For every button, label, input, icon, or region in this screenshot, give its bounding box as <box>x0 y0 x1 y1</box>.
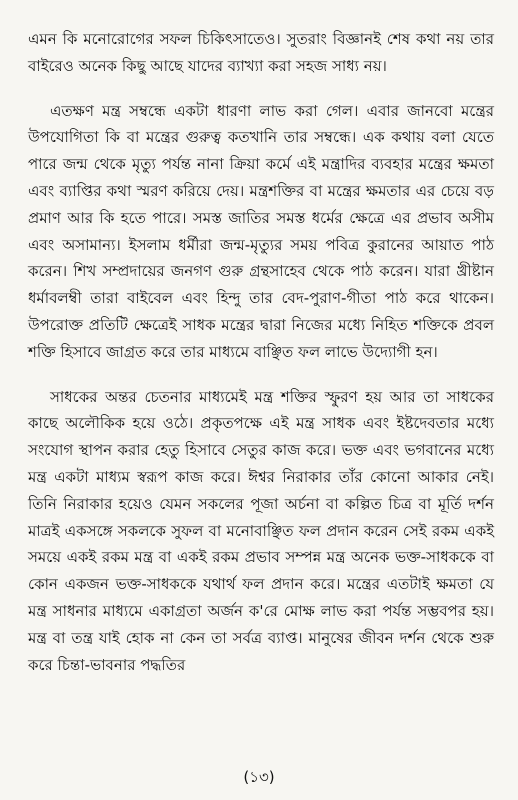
page-number: (১৩) <box>243 768 275 786</box>
paragraph-1: এমন কি মনোরোগের সফল চিকিৎসাতেও। সুতরাং বিজ্ঞানই শেষ কথা নয় তার বাইরেও অনেক কিছু আছে যাদের ব্যাখ্যা করা সহজ সাধ্য নয়। <box>28 30 494 75</box>
paragraph-3: সাধকের অন্তর চেতনার মাধ্যমেই মন্ত্র শক্তির স্ফুরণ হয় আর তা সাধকের কাছে অলৌকিক হয়ে ওঠে। প্রকৃতপক্ষে এই মন্ত্র সাধক এবং ইষ্টদেবতার মধ্যে সংযোগ স্থাপন করার হেতু হিসাবে সেতুর কাজ করে। ভক্ত এবং ভগবানের মধ্যে মন্ত্র একটা মাধ্যম স্বরূপ কাজ করে। ঈশ্বর নিরাকার তাঁর কোনো আকার নেই। তিনি নিরাকার হয়েও যেমন সকলের পূজা অর্চনা বা কল্পিত চিত্র বা মূর্তি দর্শন মাত্রই একসঙ্গে সকলকে সুফল বা মনোবাঞ্ছিত ফল প্রদান করেন সেই রকম একই সময়ে একই রকম মন্ত্র বা একই রকম প্রভাব সম্পন্ন মন্ত্র অনেক ভক্ত-সাধককে বা কোন একজন ভক্ত-সাধককে যথার্থ ফল প্রদান করে। মন্ত্রের এতটাই ক্ষমতা যে মন্ত্র সাধনার মাধ্যমে একাগ্রতা অর্জন ক'রে মোক্ষ লাভ করা পর্যন্ত সম্ভবপর হয়। মন্ত্র বা তন্ত্র যাই হোক না কেন তা সর্বত্র ব্যাপ্ত। মানুষের জীবন দর্শন থেকে শুরু করে চিন্তা-ভাবনার পদ্ধতির <box>28 387 494 674</box>
paragraph-2: এতক্ষণ মন্ত্র সম্বন্ধে একটা ধারণা লাভ করা গেল। এবার জানবো মন্ত্রের উপযোগিতা কি বা মন্ত্রের গুরুত্ব কতখানি তার সম্বন্ধে। এক কথায় বলা যেতে পারে জন্ম থেকে মৃত্যু পর্যন্ত নানা ক্রিয়া কর্মে এই মন্ত্রাদির ব্যবহার মন্ত্রের ক্ষমতা এবং ব্যাপ্তির কথা স্মরণ করিয়ে দেয়। মন্ত্রশক্তির বা মন্ত্রের ক্ষমতার এর চেয়ে বড় প্রমাণ আর কি হতে পারে। সমস্ত জাতির সমস্ত ধর্মের ক্ষেত্রে এর প্রভাব অসীম এবং অসামান্য। ইসলাম ধর্মীরা জন্ম-মৃত্যুর সময় পবিত্র কুরানের আয়াত পাঠ করেন। শিখ সম্প্রদায়ের জনগণ গুরু গ্রন্থসাহেব থেকে পাঠ করেন। যারা খ্রীষ্টান ধর্মাবলম্বী তারা বাইবেল এবং হিন্দু তার বেদ-পুরাণ-গীতা পাঠ করে থাকেন। উপরোক্ত প্রতিটি ক্ষেত্রেই সাধক মন্ত্রের দ্বারা নিজের মধ্যে নিহিত শক্তিকে প্রবল শক্তি হিসাবে জাগ্রত করে তার মাধ্যমে বাঞ্ছিত ফল লাভে উদ্যোগী হন। <box>28 101 494 361</box>
